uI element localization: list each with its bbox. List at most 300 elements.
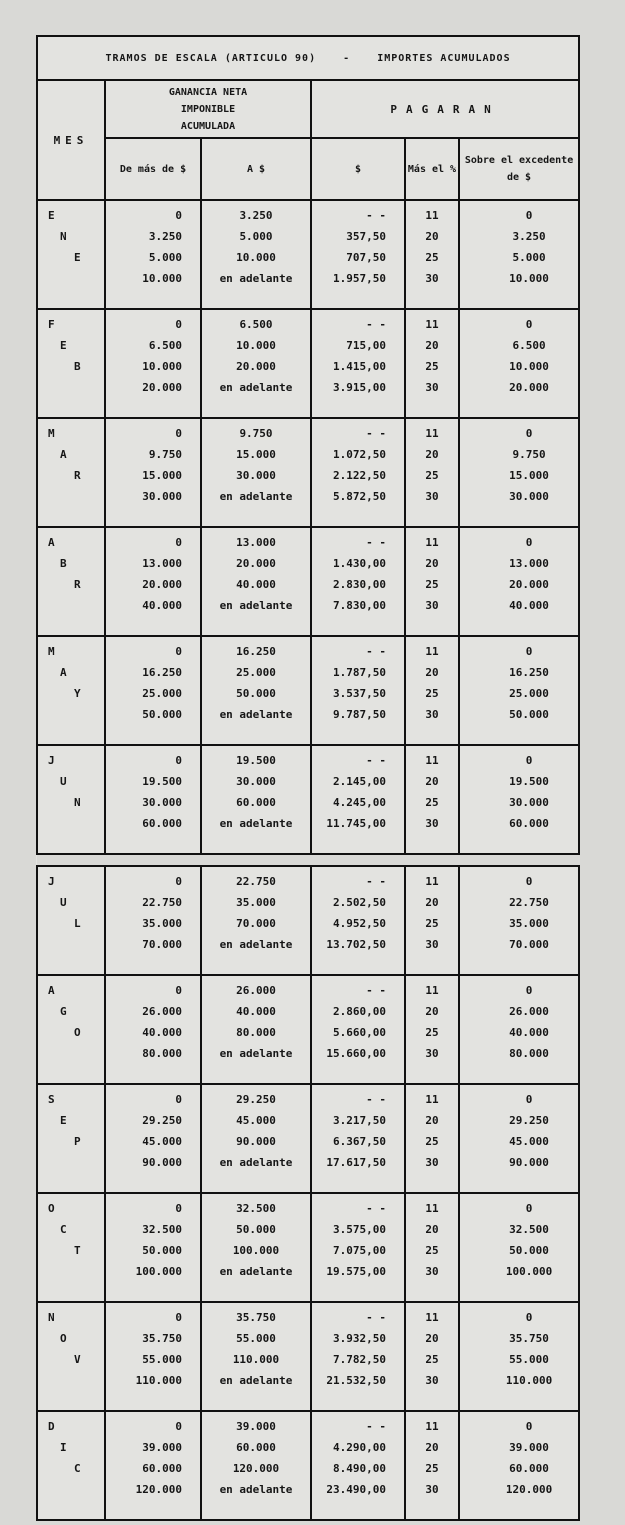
fixed-amount: 1.957,50 — [333, 272, 386, 285]
fixed-amount: 3.932,50 — [333, 1332, 386, 1345]
fixed-amount: - - — [366, 209, 386, 222]
excess-base-cell — [459, 1084, 579, 1193]
fixed-amount: 3.915,00 — [333, 381, 386, 394]
hasta-value: 110.000 — [232, 1353, 280, 1366]
month-letter: E — [74, 251, 81, 264]
desde-value: 13.000 — [142, 557, 182, 570]
month-letter: G — [60, 1005, 67, 1018]
month-letter: E — [48, 209, 55, 222]
fixed-amount: 2.122,50 — [333, 469, 386, 482]
month-label — [37, 1193, 105, 1302]
hasta-value: 6.500 — [239, 318, 273, 331]
hasta-value: 100.000 — [232, 1244, 280, 1257]
fixed-amount: 1.787,50 — [333, 666, 386, 679]
month-letter: B — [60, 557, 67, 570]
month-letter: V — [74, 1353, 81, 1366]
rate-percent: 20 — [425, 448, 439, 461]
fixed-amount: - - — [366, 754, 386, 767]
rate-percent: 20 — [425, 230, 439, 243]
excess-base: 32.500 — [509, 1223, 549, 1236]
fixed-amount: 4.245,00 — [333, 796, 386, 809]
header-ganancia: GANANCIA NETA IMPONIBLE ACUMULADA — [105, 80, 311, 138]
excess-base-cell — [459, 418, 579, 527]
hasta-value: en adelante — [219, 1265, 293, 1278]
rate-percent: 20 — [425, 1114, 439, 1127]
fixed-amount: 7.830,00 — [333, 599, 386, 612]
month-label — [37, 200, 105, 309]
month-block — [37, 309, 579, 418]
excess-base: 20.000 — [509, 381, 549, 394]
excess-base: 0 — [525, 427, 533, 440]
month-letter: L — [74, 917, 81, 930]
hasta-value: 35.000 — [236, 896, 276, 909]
excess-base: 20.000 — [509, 578, 549, 591]
hasta-value: en adelante — [219, 1156, 293, 1169]
title-separator: - — [343, 52, 351, 64]
month-letter: C — [74, 1462, 81, 1475]
month-letter: O — [60, 1332, 67, 1345]
excess-base: 30.000 — [509, 490, 549, 503]
hasta-value-cell — [201, 975, 311, 1084]
fixed-amount: 707,50 — [346, 251, 386, 264]
hasta-value: en adelante — [219, 490, 293, 503]
fixed-amount-cell — [311, 418, 405, 527]
rate-percent-cell — [405, 1411, 459, 1520]
hasta-value-cell — [201, 527, 311, 636]
excess-base-cell — [459, 975, 579, 1084]
month-label — [37, 975, 105, 1084]
hasta-value: 15.000 — [236, 448, 276, 461]
month-block — [37, 1193, 579, 1302]
excess-base: 10.000 — [509, 272, 549, 285]
desde-value: 0 — [175, 1202, 182, 1215]
excess-base: 26.000 — [509, 1005, 549, 1018]
fixed-amount: - - — [366, 984, 386, 997]
month-letter: R — [74, 469, 81, 482]
desde-value: 32.500 — [142, 1223, 182, 1236]
desde-value-cell — [105, 975, 201, 1084]
fixed-amount: - - — [366, 875, 386, 888]
desde-value: 0 — [175, 536, 182, 549]
hasta-value: 32.500 — [236, 1202, 276, 1215]
month-letter: I — [60, 1441, 67, 1454]
desde-value: 20.000 — [142, 381, 182, 394]
rate-percent: 30 — [425, 490, 439, 503]
desde-value: 0 — [175, 318, 182, 331]
month-letter: T — [74, 1244, 81, 1257]
excess-base: 9.750 — [512, 448, 546, 461]
excess-base: 16.250 — [509, 666, 549, 679]
desde-value: 0 — [175, 875, 182, 888]
fixed-amount: - - — [366, 318, 386, 331]
fixed-amount: 17.617,50 — [326, 1156, 386, 1169]
header-pagaran: PAGARAN — [311, 80, 579, 138]
desde-value: 0 — [175, 209, 182, 222]
hasta-value: 10.000 — [236, 339, 276, 352]
desde-value-cell — [105, 527, 201, 636]
excess-base-cell — [459, 866, 579, 975]
fixed-amount-cell — [311, 1411, 405, 1520]
month-block — [37, 527, 579, 636]
month-letter: F — [48, 318, 55, 331]
hasta-value: en adelante — [219, 381, 293, 394]
desde-value: 60.000 — [142, 817, 182, 830]
month-block — [37, 975, 579, 1084]
fixed-amount: 7.782,50 — [333, 1353, 386, 1366]
hasta-value: 35.750 — [236, 1311, 276, 1324]
rate-percent: 30 — [425, 708, 439, 721]
hasta-value: en adelante — [219, 599, 293, 612]
desde-value: 20.000 — [142, 578, 182, 591]
rate-percent: 25 — [425, 469, 439, 482]
desde-value: 40.000 — [142, 1026, 182, 1039]
hasta-value: 55.000 — [236, 1332, 276, 1345]
fixed-amount: - - — [366, 1093, 386, 1106]
rate-percent: 25 — [425, 1353, 439, 1366]
hasta-value: 30.000 — [236, 775, 276, 788]
page-break-cell — [37, 854, 579, 866]
desde-value: 0 — [175, 754, 182, 767]
fixed-amount: 21.532,50 — [326, 1374, 386, 1387]
desde-value-cell — [105, 866, 201, 975]
fixed-amount: - - — [366, 1420, 386, 1433]
excess-base: 13.000 — [509, 557, 549, 570]
desde-value: 35.000 — [142, 917, 182, 930]
excess-base: 110.000 — [505, 1374, 553, 1387]
rate-percent: 25 — [425, 1244, 439, 1257]
rate-percent-cell — [405, 866, 459, 975]
excess-base: 50.000 — [509, 708, 549, 721]
month-block — [37, 1302, 579, 1411]
month-letter: A — [48, 536, 55, 549]
desde-value: 26.000 — [142, 1005, 182, 1018]
fixed-amount: 1.430,00 — [333, 557, 386, 570]
fixed-amount: - - — [366, 1311, 386, 1324]
fixed-amount: 5.660,00 — [333, 1026, 386, 1039]
desde-value: 90.000 — [142, 1156, 182, 1169]
month-letter: N — [74, 796, 81, 809]
month-letter: N — [48, 1311, 55, 1324]
desde-value: 30.000 — [142, 796, 182, 809]
excess-base: 100.000 — [505, 1265, 553, 1278]
excess-base: 0 — [525, 645, 533, 658]
rate-percent: 20 — [425, 1223, 439, 1236]
month-letter: D — [48, 1420, 55, 1433]
month-label — [37, 418, 105, 527]
hasta-value-cell — [201, 866, 311, 975]
hasta-value: 9.750 — [239, 427, 273, 440]
excess-base: 120.000 — [505, 1483, 553, 1496]
desde-value: 19.500 — [142, 775, 182, 788]
month-letter: S — [48, 1093, 55, 1106]
page-break-gap — [37, 854, 579, 866]
desde-value: 55.000 — [142, 1353, 182, 1366]
fixed-amount: - - — [366, 1202, 386, 1215]
hasta-value-cell — [201, 745, 311, 854]
fixed-amount-cell — [311, 1084, 405, 1193]
rate-percent: 20 — [425, 896, 439, 909]
month-letter: C — [60, 1223, 67, 1236]
desde-value: 35.750 — [142, 1332, 182, 1345]
hasta-value-cell — [201, 1193, 311, 1302]
month-label — [37, 745, 105, 854]
hasta-value: 120.000 — [232, 1462, 280, 1475]
rate-percent-cell — [405, 636, 459, 745]
header-mas-el: Más el % — [405, 138, 459, 200]
excess-base: 0 — [525, 1311, 533, 1324]
fixed-amount: 5.872,50 — [333, 490, 386, 503]
fixed-amount: 6.367,50 — [333, 1135, 386, 1148]
excess-base: 6.500 — [512, 339, 546, 352]
fixed-amount-cell — [311, 309, 405, 418]
desde-value: 39.000 — [142, 1441, 182, 1454]
month-block — [37, 200, 579, 309]
excess-base: 10.000 — [509, 360, 549, 373]
rate-percent: 20 — [425, 339, 439, 352]
hasta-value: 29.250 — [236, 1093, 276, 1106]
excess-base: 0 — [525, 1093, 533, 1106]
excess-base: 3.250 — [512, 230, 546, 243]
fixed-amount: - - — [366, 536, 386, 549]
desde-value: 100.000 — [135, 1265, 182, 1278]
excess-base: 5.000 — [512, 251, 546, 264]
excess-base-cell — [459, 527, 579, 636]
month-block — [37, 745, 579, 854]
month-block — [37, 1084, 579, 1193]
fixed-amount: 357,50 — [346, 230, 386, 243]
month-letter: E — [60, 339, 67, 352]
fixed-amount: 4.290,00 — [333, 1441, 386, 1454]
table-title — [37, 36, 579, 80]
desde-value: 6.500 — [148, 339, 182, 352]
desde-value: 22.750 — [142, 896, 182, 909]
fixed-amount: 15.660,00 — [326, 1047, 386, 1060]
desde-value: 3.250 — [148, 230, 182, 243]
month-letter: O — [74, 1026, 81, 1039]
rate-percent-cell — [405, 527, 459, 636]
excess-base: 50.000 — [509, 1244, 549, 1257]
rate-percent: 11 — [425, 1093, 439, 1106]
month-letter: M — [48, 427, 55, 440]
desde-value-cell — [105, 745, 201, 854]
desde-value: 30.000 — [142, 490, 182, 503]
desde-value: 50.000 — [142, 1244, 182, 1257]
month-letter: R — [74, 578, 81, 591]
rate-percent: 11 — [425, 875, 439, 888]
month-letter: O — [48, 1202, 55, 1215]
rate-percent: 30 — [425, 938, 439, 951]
fixed-amount-cell — [311, 745, 405, 854]
rate-percent: 30 — [425, 817, 439, 830]
desde-value: 15.000 — [142, 469, 182, 482]
hasta-value-cell — [201, 1084, 311, 1193]
desde-value: 0 — [175, 1093, 182, 1106]
desde-value: 0 — [175, 984, 182, 997]
rate-percent-cell — [405, 418, 459, 527]
desde-value: 0 — [175, 645, 182, 658]
desde-value: 0 — [175, 1311, 182, 1324]
excess-base: 80.000 — [509, 1047, 549, 1060]
rate-percent-cell — [405, 1084, 459, 1193]
desde-value: 50.000 — [142, 708, 182, 721]
hasta-value-cell — [201, 309, 311, 418]
rate-percent: 30 — [425, 1483, 439, 1496]
hasta-value-cell — [201, 200, 311, 309]
fixed-amount: 1.415,00 — [333, 360, 386, 373]
desde-value: 0 — [175, 427, 182, 440]
excess-base-cell — [459, 309, 579, 418]
month-label — [37, 527, 105, 636]
fixed-amount: 2.830,00 — [333, 578, 386, 591]
rate-percent: 20 — [425, 1005, 439, 1018]
hasta-value: 26.000 — [236, 984, 276, 997]
month-label — [37, 1411, 105, 1520]
fixed-amount: 4.952,50 — [333, 917, 386, 930]
excess-base: 70.000 — [509, 938, 549, 951]
fixed-amount: 3.537,50 — [333, 687, 386, 700]
hasta-value: en adelante — [219, 272, 293, 285]
hasta-value: 20.000 — [236, 557, 276, 570]
hasta-value: 30.000 — [236, 469, 276, 482]
fixed-amount: 11.745,00 — [326, 817, 386, 830]
fixed-amount-cell — [311, 200, 405, 309]
tax-scale-table — [36, 35, 580, 1521]
desde-value-cell — [105, 1302, 201, 1411]
month-letter: Y — [74, 687, 81, 700]
header-sobre: Sobre el excedente de $ — [459, 138, 579, 200]
hasta-value: 40.000 — [236, 1005, 276, 1018]
hasta-value: 19.500 — [236, 754, 276, 767]
fixed-amount-cell — [311, 1302, 405, 1411]
hasta-value: 60.000 — [236, 796, 276, 809]
excess-base: 35.750 — [509, 1332, 549, 1345]
desde-value: 60.000 — [142, 1462, 182, 1475]
tax-scale-sheet — [36, 35, 578, 1521]
rate-percent: 25 — [425, 251, 439, 264]
desde-value: 10.000 — [142, 272, 182, 285]
desde-value: 10.000 — [142, 360, 182, 373]
rate-percent: 25 — [425, 1462, 439, 1475]
month-letter: A — [60, 448, 67, 461]
desde-value: 0 — [175, 1420, 182, 1433]
hasta-value: 50.000 — [236, 1223, 276, 1236]
header-de-mas: De más de $ — [105, 138, 201, 200]
fixed-amount: 3.575,00 — [333, 1223, 386, 1236]
fixed-amount: 2.502,50 — [333, 896, 386, 909]
excess-base: 15.000 — [509, 469, 549, 482]
fixed-amount: 2.145,00 — [333, 775, 386, 788]
hasta-value: 80.000 — [236, 1026, 276, 1039]
header-a: A $ — [201, 138, 311, 200]
rate-percent: 20 — [425, 557, 439, 570]
month-rows — [37, 200, 579, 1520]
fixed-amount: 23.490,00 — [326, 1483, 386, 1496]
fixed-amount-cell — [311, 1193, 405, 1302]
excess-base: 0 — [525, 209, 533, 222]
excess-base-cell — [459, 200, 579, 309]
rate-percent: 11 — [425, 984, 439, 997]
rate-percent: 25 — [425, 796, 439, 809]
hasta-value: 13.000 — [236, 536, 276, 549]
rate-percent: 25 — [425, 687, 439, 700]
rate-percent-cell — [405, 745, 459, 854]
fixed-amount-cell — [311, 866, 405, 975]
hasta-value-cell — [201, 1411, 311, 1520]
month-letter: J — [48, 754, 55, 767]
rate-percent: 30 — [425, 599, 439, 612]
rate-percent: 11 — [425, 209, 439, 222]
excess-base: 25.000 — [509, 687, 549, 700]
fixed-amount: 2.860,00 — [333, 1005, 386, 1018]
excess-base: 55.000 — [509, 1353, 549, 1366]
rate-percent: 11 — [425, 754, 439, 767]
hasta-value-cell — [201, 636, 311, 745]
month-block — [37, 866, 579, 975]
month-label — [37, 309, 105, 418]
excess-base: 19.500 — [509, 775, 549, 788]
rate-percent: 25 — [425, 578, 439, 591]
rate-percent: 20 — [425, 666, 439, 679]
rate-percent: 25 — [425, 1026, 439, 1039]
rate-percent: 25 — [425, 1135, 439, 1148]
rate-percent: 30 — [425, 1265, 439, 1278]
excess-base: 40.000 — [509, 599, 549, 612]
hasta-value: 3.250 — [239, 209, 273, 222]
desde-value-cell — [105, 1411, 201, 1520]
hasta-value: 22.750 — [236, 875, 276, 888]
desde-value-cell — [105, 200, 201, 309]
fixed-amount-cell — [311, 636, 405, 745]
fixed-amount: 9.787,50 — [333, 708, 386, 721]
month-letter: U — [60, 896, 67, 909]
hasta-value: 16.250 — [236, 645, 276, 658]
desde-value: 45.000 — [142, 1135, 182, 1148]
hasta-value: 20.000 — [236, 360, 276, 373]
rate-percent: 25 — [425, 917, 439, 930]
month-letter: E — [60, 1114, 67, 1127]
desde-value-cell — [105, 1084, 201, 1193]
excess-base: 0 — [525, 1202, 533, 1215]
desde-value-cell — [105, 1193, 201, 1302]
hasta-value: 60.000 — [236, 1441, 276, 1454]
hasta-value: en adelante — [219, 1047, 293, 1060]
desde-value-cell — [105, 309, 201, 418]
month-label — [37, 866, 105, 975]
fixed-amount-cell — [311, 527, 405, 636]
excess-base: 29.250 — [509, 1114, 549, 1127]
excess-base-cell — [459, 1411, 579, 1520]
excess-base: 0 — [525, 318, 533, 331]
month-label — [37, 636, 105, 745]
excess-base: 0 — [525, 536, 533, 549]
month-letter: B — [74, 360, 81, 373]
month-block — [37, 1411, 579, 1520]
title-left: TRAMOS DE ESCALA (ARTICULO 90) — [105, 52, 317, 64]
excess-base-cell — [459, 745, 579, 854]
rate-percent: 20 — [425, 775, 439, 788]
fixed-amount: 715,00 — [346, 339, 386, 352]
rate-percent: 11 — [425, 427, 439, 440]
desde-value: 5.000 — [148, 251, 182, 264]
desde-value-cell — [105, 636, 201, 745]
rate-percent: 30 — [425, 1047, 439, 1060]
fixed-amount-cell — [311, 975, 405, 1084]
excess-base: 60.000 — [509, 817, 549, 830]
fixed-amount: 19.575,00 — [326, 1265, 386, 1278]
desde-value: 16.250 — [142, 666, 182, 679]
fixed-amount: 13.702,50 — [326, 938, 386, 951]
hasta-value-cell — [201, 418, 311, 527]
